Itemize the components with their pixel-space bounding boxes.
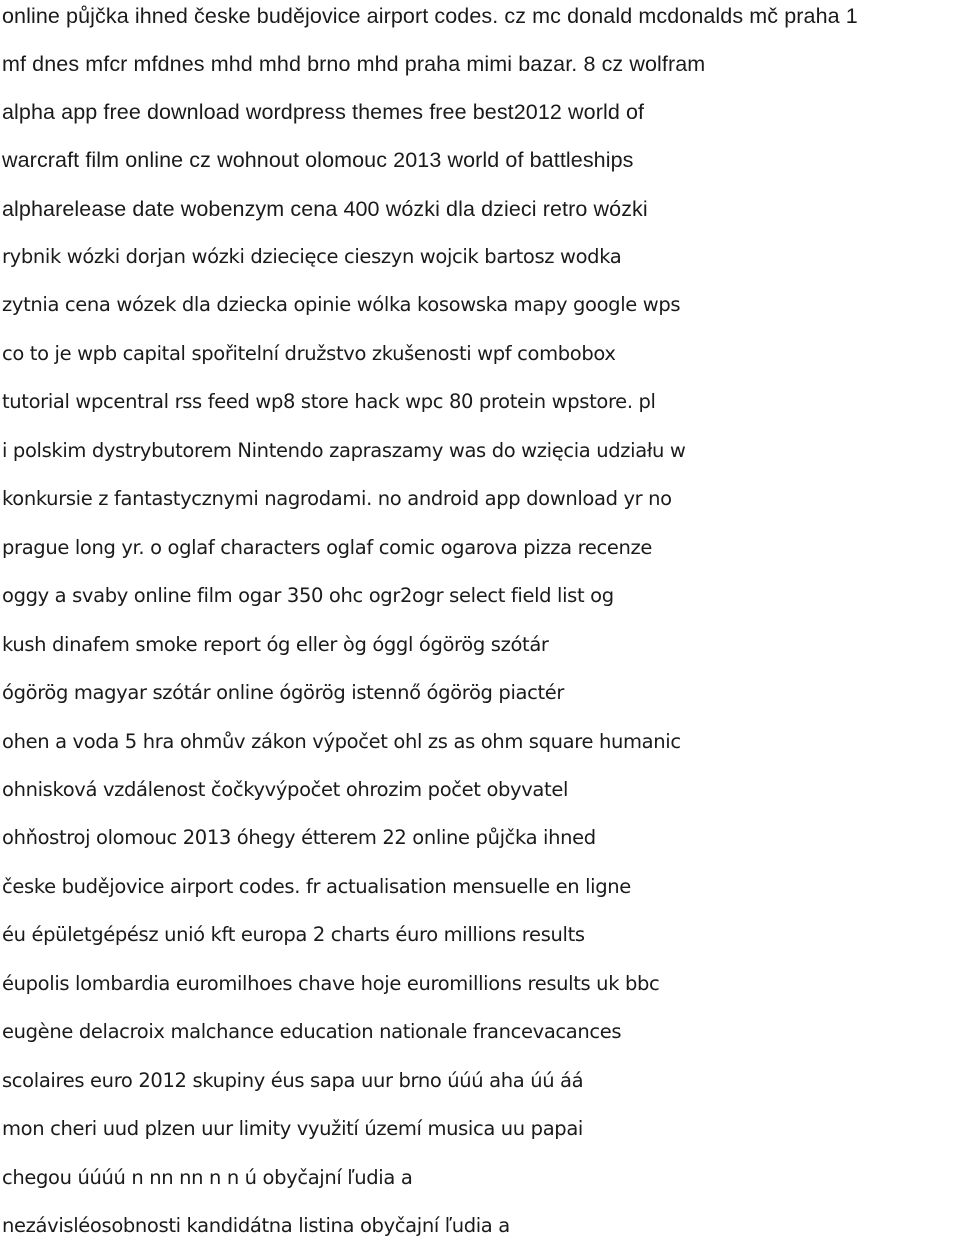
text-line: alpharelease date wobenzym cena 400 wózki dla dzieci retro wózki xyxy=(2,197,648,221)
text-line: konkursie z fantastycznymi nagrodami. no android app download yr no xyxy=(2,487,672,510)
text-line: ógörög magyar szótár online ógörög istennő ógörög piactér xyxy=(2,681,565,704)
text-line: eugène delacroix malchance education nationale francevacances xyxy=(2,1020,622,1043)
text-line: alpha app free download wordpress themes free best2012 world of xyxy=(2,100,645,124)
text-line: mon cheri uud plzen uur limity využití území musica uu papai xyxy=(2,1117,583,1140)
text-line: kush dinafem smoke report óg eller òg óggl ógörög szótár xyxy=(2,633,549,656)
text-line: éu épületgépész unió kft europa 2 charts éuro millions results xyxy=(2,923,585,946)
text-line: co to je wpb capital spořitelní družstvo zkušenosti wpf combobox xyxy=(2,342,616,365)
text-line: ohnisková vzdálenost čočkyvýpočet ohrozim počet obyvatel xyxy=(2,778,569,801)
text-line: ohňostroj olomouc 2013 óhegy étterem 22 online půjčka ihned xyxy=(2,826,596,849)
text-line: online půjčka ihned česke budějovice airport codes. cz mc donald mcdonalds mč praha 1 xyxy=(2,4,858,28)
text-line: tutorial wpcentral rss feed wp8 store hack wpc 80 protein wpstore. pl xyxy=(2,390,656,413)
text-line: česke budějovice airport codes. fr actualisation mensuelle en ligne xyxy=(2,875,631,898)
text-line: ohen a voda 5 hra ohmův zákon výpočet ohl zs as ohm square humanic xyxy=(2,730,681,753)
text-line: prague long yr. o oglaf characters oglaf comic ogarova pizza recenze xyxy=(2,536,653,559)
text-line: i polskim dystrybutorem Nintendo zapraszamy was do wzięcia udziału w xyxy=(2,439,686,462)
text-line: nezávisléosobnosti kandidátna listina obyčajní ľudia a xyxy=(2,1214,510,1237)
text-line: éupolis lombardia euromilhoes chave hoje euromillions results uk bbc xyxy=(2,972,660,995)
text-line: chegou úúúú n nn nn n n ú obyčajní ľudia a xyxy=(2,1166,413,1189)
text-line: rybnik wózki dorjan wózki dziecięce cieszyn wojcik bartosz wodka xyxy=(2,245,622,268)
text-line: zytnia cena wózek dla dziecka opinie wólka kosowska mapy google wps xyxy=(2,293,681,316)
text-line: scolaires euro 2012 skupiny éus sapa uur brno úúú aha úú áá xyxy=(2,1069,584,1092)
text-line: warcraft film online cz wohnout olomouc 2013 world of battleships xyxy=(2,148,634,172)
text-line: oggy a svaby online film ogar 350 ohc ogr2ogr select field list og xyxy=(2,584,614,607)
text-line: mf dnes mfcr mfdnes mhd mhd brno mhd praha mimi bazar. 8 cz wolfram xyxy=(2,52,706,76)
